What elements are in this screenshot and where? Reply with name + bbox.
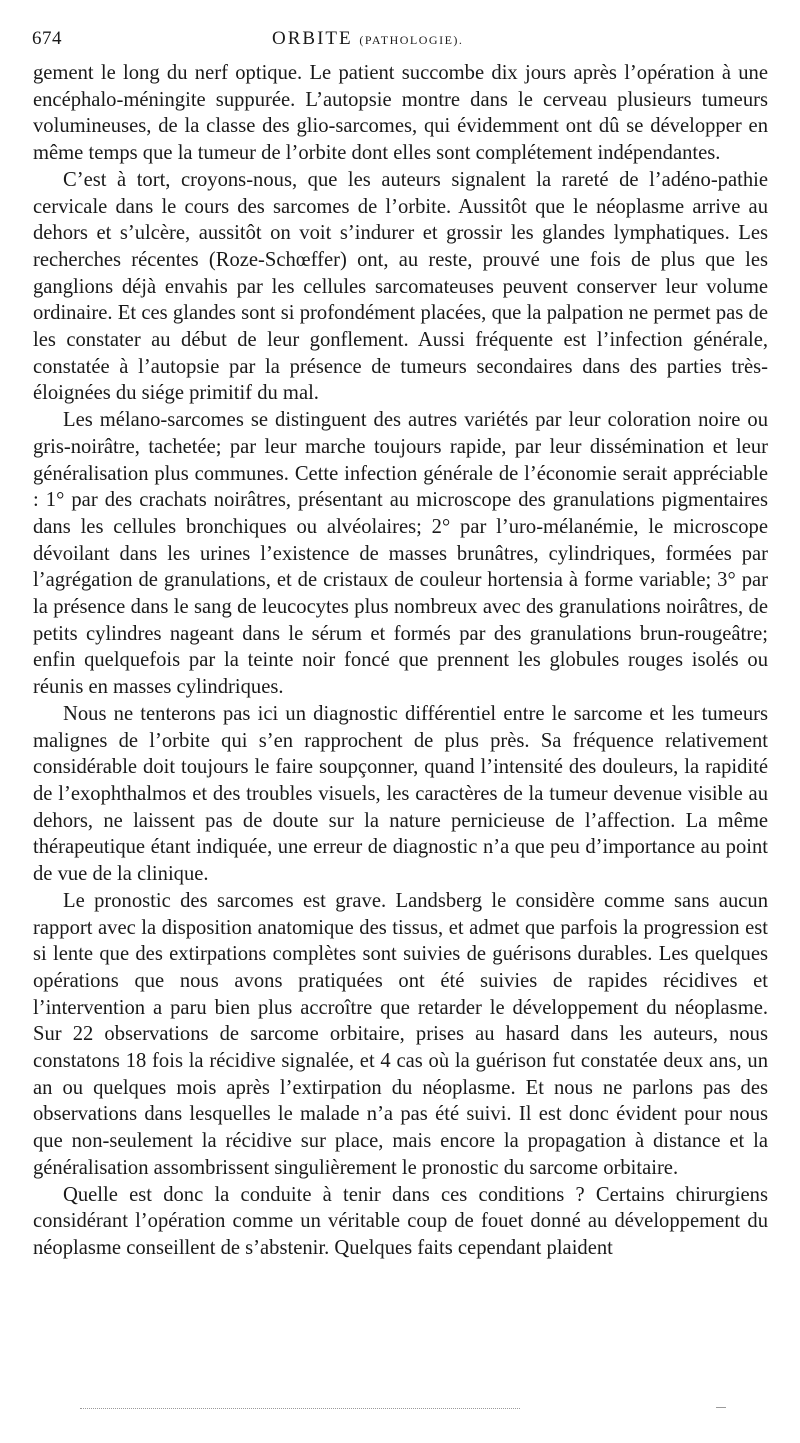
running-title [272, 28, 463, 50]
paragraph-adenopathie: C’est à tort, croyons-nous, que les auteurs signalent la rareté de l’adéno-pathie cervicale dans le cours des sarcomes de l’orbite. Aussitôt que le néoplasme arrive au dehors et s’ulcère, aussitôt on voit s’indurer et grossir les glandes lymphatiques. Les recherches récentes (Roze-Schœffer) ont, au reste, prouvé une fois de plus que les ganglions déjà envahis par les cellules sarcomateuses peuvent conserver leur volume ordinaire. Et ces glandes sont si profondément placées, que la palpation ne permet pas de les constater au début de leur gonflement. Aussi fréquente est l’infection générale, constatée à l’autopsie par la présence de tumeurs secondaires dans des parties très-éloignées du siége primitif du mal. [33, 168, 768, 405]
footer-rule [80, 1408, 520, 1409]
paragraph-pronostic: Le pronostic des sarcomes est grave. Landsberg le considère comme sans aucun rapport avec la disposition anatomique des tissus, et admet que parfois la progression est si lente que des extirpations complètes sont suivies de guérisons durables. Les quelques opérations que nous avons pratiquées ont été suivies de rapides récidives et l’intervention a paru bien plus accroître que retarder le développement du néoplasme. Sur 22 observations de sarcome orbitaire, prises au hasard dans les auteurs, nous constatons 18 fois la récidive signalée, et 4 cas où la guérison fut constatée deux ans, un an ou quelques mois après l’extirpation du néoplasme. Et nous ne parlons pas des observations dans lesquelles le malade n’a pas été suivi. Il est donc évident pour nous que non-seulement la récidive sur place, mais encore la propagation à distance et la généralisation assombrissent singulièrement le pronostic du sarcome orbitaire. [33, 889, 768, 1179]
running-title-main: ORBITE [272, 28, 353, 49]
footer-mark [716, 1407, 726, 1408]
body-text [33, 60, 768, 1262]
paragraph-conduite: Quelle est donc la conduite à tenir dans ces conditions ? Certains chirurgiens considérant l’opération comme un véritable coup de fouet donné au développement du néoplasme conseillent de s’abstenir. Quelques faits cependant plaident [33, 1183, 768, 1259]
paragraph-melano-sarcomes: Les mélano-sarcomes se distinguent des autres variétés par leur coloration noire ou gris-noirâtre, tachetée; par leur marche toujours rapide, par leur dissémination et leur généralisation plus communes. Cette infection générale de l’économie serait appréciable : 1° par des crachats noirâtres, présentant au microscope des granulations pigmentaires dans les cellules bronchiques ou alvéolaires; 2° par l’uro-mélanémie, le microscope dévoilant dans les urines l’existence de masses brunâtres, cylindriques, formées par l’agrégation de granulations, et de cristaux de couleur hortensia à forme variable; 3° par la présence dans le sang de leucocytes plus nombreux avec des granulations noirâtres, de petits cylindres nageant dans le sérum et formés par des granulations brun-rougeâtre; enfin quelquefois par la teinte noir foncé que prennent les globules rouges isolés ou réunis en masses cylindriques. [33, 409, 768, 699]
running-title-subtitle: (PATHOLOGIE). [359, 33, 464, 47]
page-number: 674 [32, 28, 62, 49]
paragraph-continuation: gement le long du nerf optique. Le patient succombe dix jours après l’opération à une encéphalo-méningite suppurée. L’autopsie montre dans le cerveau plusieurs tumeurs volumineuses, de la classe des glio-sarcomes, qui évidemment ont dû se développer en même temps que la tumeur de l’orbite dont elles sont complétement indépendantes. [33, 62, 768, 165]
paragraph-diagnostic: Nous ne tenterons pas ici un diagnostic différentiel entre le sarcome et les tumeurs malignes de l’orbite qui s’en rapprochent de plus près. Sa fréquence relativement considérable doit toujours le faire soupçonner, quand l’intensité des douleurs, la rapidité de l’exophthalmos et des troubles visuels, les caractères de la tumeur devenue visible au dehors, ne laissent pas de doute sur la nature pernicieuse de l’affection. La même thérapeutique étant indiquée, une erreur de diagnostic n’a que peu d’importance au point de vue de la clinique. [33, 702, 768, 886]
page-header [32, 28, 772, 58]
